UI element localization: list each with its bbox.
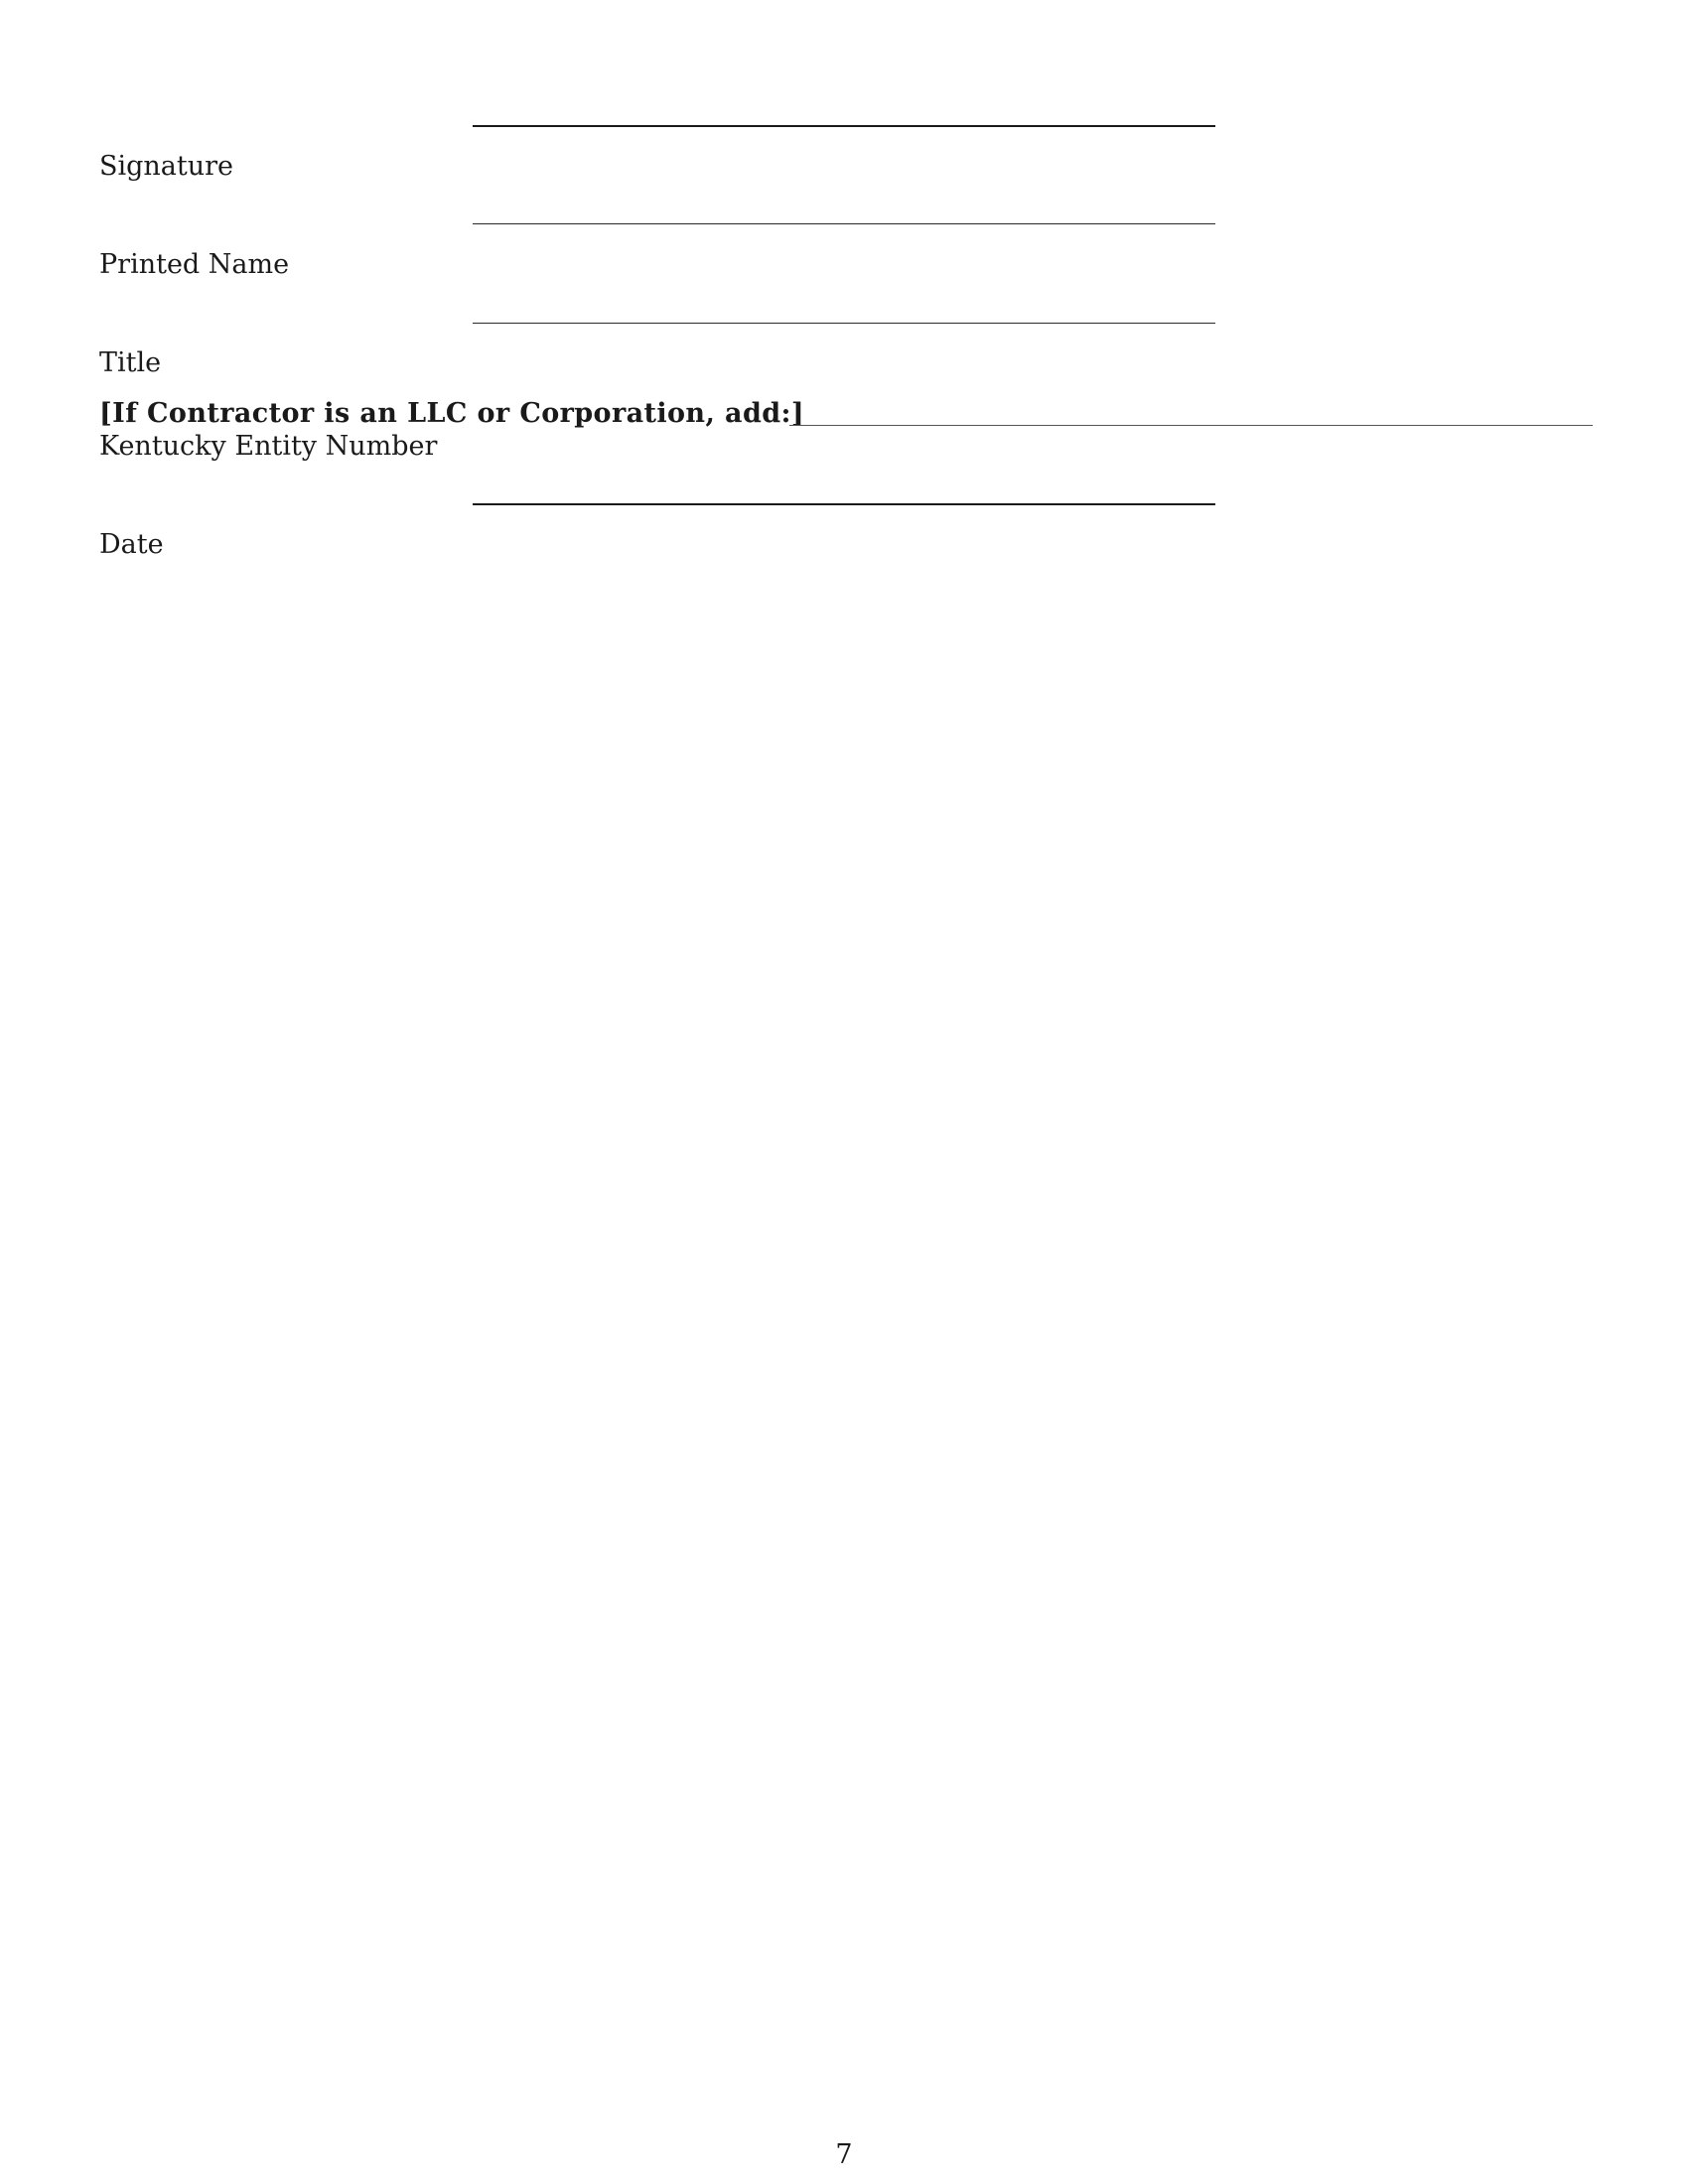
printed-name-label: Printed Name — [99, 249, 290, 280]
date-line[interactable] — [473, 503, 1215, 505]
signature-line[interactable] — [473, 125, 1215, 127]
title-line[interactable] — [473, 323, 1215, 324]
printed-name-line[interactable] — [473, 223, 1215, 224]
entity-number-line[interactable] — [789, 425, 1593, 426]
llc-corporation-note: [If Contractor is an LLC or Corporation, add:] — [99, 398, 805, 429]
date-label: Date — [99, 529, 164, 560]
title-label: Title — [99, 347, 162, 378]
entity-number-label: Kentucky Entity Number — [99, 431, 438, 462]
page-number: 7 — [835, 2139, 853, 2170]
signature-label: Signature — [99, 151, 234, 182]
